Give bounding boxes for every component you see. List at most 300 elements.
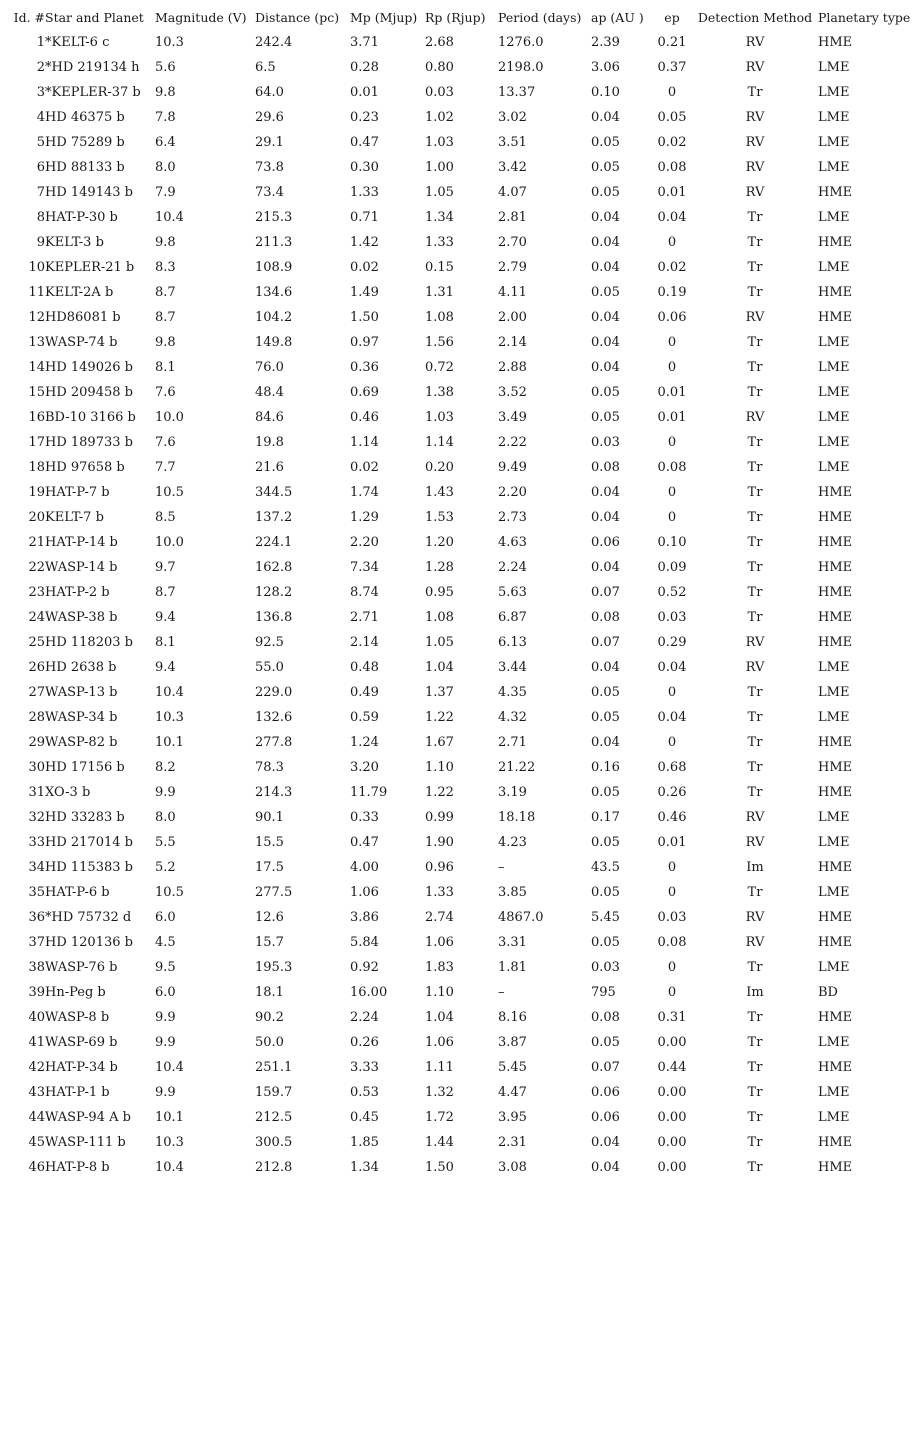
period-value: 5.45	[498, 1060, 527, 1075]
semi-major-axis-value: 0.04	[591, 210, 620, 225]
star-planet-name: XO-3 b	[45, 785, 91, 800]
eccentricity-value: 0	[667, 85, 677, 100]
planetary-type-value: LME	[818, 85, 850, 100]
planet-mass-value: 0.36	[350, 360, 379, 375]
magnitude-value: 9.4	[155, 610, 176, 625]
magnitude-value: 8.0	[155, 810, 176, 825]
semi-major-axis-value: 0.08	[591, 460, 620, 475]
planet-radius-value: 0.99	[425, 810, 454, 825]
table-row	[0, 105, 923, 130]
table-row	[0, 230, 923, 255]
period-value: 5.63	[498, 585, 527, 600]
distance-value: 195.3	[255, 960, 293, 975]
row-id: 21	[28, 535, 45, 550]
planetary-type-value: LME	[818, 110, 850, 125]
eccentricity-value: 0	[667, 485, 677, 500]
semi-major-axis-value: 0.04	[591, 235, 620, 250]
row-id: 29	[28, 735, 45, 750]
eccentricity-value: 0.09	[657, 560, 687, 575]
planet-mass-value: 1.33	[350, 185, 379, 200]
detection-method-value: Tr	[747, 735, 763, 750]
row-id: 35	[28, 885, 45, 900]
semi-major-axis-value: 795	[591, 985, 616, 1000]
planet-radius-value: 0.03	[425, 85, 454, 100]
row-id: 23	[28, 585, 45, 600]
eccentricity-value: 0.31	[657, 1010, 687, 1025]
row-id: 12	[28, 310, 45, 325]
distance-value: 159.7	[255, 1085, 293, 1100]
header-semi-major-axis: ap (AU )	[591, 10, 644, 25]
distance-value: 50.0	[255, 1035, 284, 1050]
semi-major-axis-value: 0.10	[591, 85, 620, 100]
planet-mass-value: 2.14	[350, 635, 379, 650]
detection-method-value: RV	[745, 660, 765, 675]
row-id: 34	[28, 860, 45, 875]
eccentricity-value: 0.08	[657, 160, 687, 175]
detection-method-value: Tr	[747, 235, 763, 250]
table-row	[0, 780, 923, 805]
star-planet-name: WASP-76 b	[45, 960, 118, 975]
magnitude-value: 10.3	[155, 1135, 184, 1150]
row-id: 13	[28, 335, 45, 350]
semi-major-axis-value: 0.04	[591, 335, 620, 350]
eccentricity-value: 0.68	[657, 760, 687, 775]
planetary-type-value: HME	[818, 310, 853, 325]
table-row	[0, 580, 923, 605]
planet-radius-value: 1.28	[425, 560, 454, 575]
magnitude-value: 8.7	[155, 285, 176, 300]
detection-method-value: Tr	[747, 1060, 763, 1075]
eccentricity-value: 0.00	[657, 1135, 687, 1150]
planetary-type-value: LME	[818, 460, 850, 475]
star-planet-name: *KEPLER-37 b	[45, 85, 141, 100]
eccentricity-value: 0.19	[657, 285, 687, 300]
magnitude-value: 9.8	[155, 85, 176, 100]
planetary-type-value: HME	[818, 560, 853, 575]
planet-mass-value: 3.71	[350, 35, 379, 50]
planetary-type-value: HME	[818, 760, 853, 775]
semi-major-axis-value: 0.05	[591, 835, 620, 850]
row-id: 28	[28, 710, 45, 725]
star-planet-name: *HD 75732 d	[45, 910, 132, 925]
planet-radius-value: 0.96	[425, 860, 454, 875]
distance-value: 242.4	[255, 35, 293, 50]
eccentricity-value: 0.05	[657, 110, 687, 125]
period-value: 3.44	[498, 660, 527, 675]
planet-mass-value: 1.34	[350, 1160, 379, 1175]
eccentricity-value: 0.04	[657, 210, 687, 225]
magnitude-value: 9.8	[155, 335, 176, 350]
semi-major-axis-value: 0.04	[591, 735, 620, 750]
planet-radius-value: 1.05	[425, 185, 454, 200]
planetary-type-value: LME	[818, 960, 850, 975]
star-planet-name: HD 120136 b	[45, 935, 133, 950]
eccentricity-value: 0	[667, 510, 677, 525]
table-row	[0, 1005, 923, 1030]
row-id: 19	[28, 485, 45, 500]
magnitude-value: 10.5	[155, 885, 184, 900]
period-value: 2.79	[498, 260, 527, 275]
planetary-type-value: LME	[818, 260, 850, 275]
planet-mass-value: 0.26	[350, 1035, 379, 1050]
planet-mass-value: 0.30	[350, 160, 379, 175]
star-planet-name: HD 46375 b	[45, 110, 125, 125]
table-row	[0, 605, 923, 630]
detection-method-value: RV	[745, 160, 765, 175]
table-row	[0, 480, 923, 505]
semi-major-axis-value: 0.05	[591, 160, 620, 175]
star-planet-name: HD 149143 b	[45, 185, 133, 200]
eccentricity-value: 0.00	[657, 1110, 687, 1125]
period-value: 6.87	[498, 610, 527, 625]
distance-value: 162.8	[255, 560, 293, 575]
table-row	[0, 130, 923, 155]
row-id: 46	[28, 1160, 45, 1175]
semi-major-axis-value: 0.03	[591, 960, 620, 975]
star-planet-name: HD 149026 b	[45, 360, 133, 375]
magnitude-value: 9.7	[155, 560, 176, 575]
planetary-type-value: LME	[818, 685, 850, 700]
semi-major-axis-value: 0.05	[591, 285, 620, 300]
planet-radius-value: 1.34	[425, 210, 454, 225]
planet-mass-value: 1.14	[350, 435, 379, 450]
planet-mass-value: 8.74	[350, 585, 379, 600]
star-planet-name: WASP-94 A b	[45, 1110, 131, 1125]
table-row	[0, 1030, 923, 1055]
period-value: 13.37	[498, 85, 536, 100]
detection-method-value: RV	[745, 410, 765, 425]
period-value: 3.19	[498, 785, 527, 800]
detection-method-value: Im	[746, 860, 764, 875]
planet-mass-value: 0.92	[350, 960, 379, 975]
table-row	[0, 730, 923, 755]
semi-major-axis-value: 0.04	[591, 310, 620, 325]
eccentricity-value: 0	[667, 985, 677, 1000]
row-id: 24	[28, 610, 45, 625]
magnitude-value: 8.7	[155, 310, 176, 325]
distance-value: 134.6	[255, 285, 293, 300]
header-id: Id. #	[13, 10, 45, 25]
row-id: 33	[28, 835, 45, 850]
row-id: 25	[28, 635, 45, 650]
star-planet-name: KELT-3 b	[45, 235, 104, 250]
magnitude-value: 10.4	[155, 1160, 184, 1175]
table-row	[0, 830, 923, 855]
semi-major-axis-value: 0.16	[591, 760, 620, 775]
period-value: 2.73	[498, 510, 527, 525]
planet-mass-value: 4.00	[350, 860, 379, 875]
planet-radius-value: 1.43	[425, 485, 454, 500]
planet-radius-value: 0.72	[425, 360, 454, 375]
eccentricity-value: 0.10	[657, 535, 687, 550]
planet-radius-value: 1.53	[425, 510, 454, 525]
period-value: 3.31	[498, 935, 527, 950]
eccentricity-value: 0.01	[657, 385, 687, 400]
planet-radius-value: 1.10	[425, 985, 454, 1000]
semi-major-axis-value: 2.39	[591, 35, 620, 50]
distance-value: 15.5	[255, 835, 284, 850]
planet-radius-value: 1.04	[425, 1010, 454, 1025]
distance-value: 55.0	[255, 660, 284, 675]
planetary-type-value: HME	[818, 635, 853, 650]
table-row	[0, 630, 923, 655]
distance-value: 137.2	[255, 510, 293, 525]
distance-value: 90.2	[255, 1010, 284, 1025]
magnitude-value: 10.3	[155, 35, 184, 50]
row-id: 40	[28, 1010, 45, 1025]
row-id: 15	[28, 385, 45, 400]
planetary-type-value: LME	[818, 410, 850, 425]
planet-radius-value: 1.03	[425, 135, 454, 150]
detection-method-value: Tr	[747, 1160, 763, 1175]
magnitude-value: 7.6	[155, 435, 176, 450]
period-value: –	[498, 985, 505, 1000]
semi-major-axis-value: 0.05	[591, 685, 620, 700]
detection-method-value: Tr	[747, 1085, 763, 1100]
table-row	[0, 255, 923, 280]
planet-mass-value: 0.33	[350, 810, 379, 825]
planet-radius-value: 1.67	[425, 735, 454, 750]
eccentricity-value: 0.02	[657, 260, 687, 275]
planet-mass-value: 0.49	[350, 685, 379, 700]
period-value: 2.20	[498, 485, 527, 500]
distance-value: 92.5	[255, 635, 284, 650]
period-value: –	[498, 860, 505, 875]
period-value: 2.22	[498, 435, 527, 450]
star-planet-name: HAT-P-7 b	[45, 485, 110, 500]
distance-value: 6.5	[255, 60, 276, 75]
eccentricity-value: 0	[667, 235, 677, 250]
table-row	[0, 380, 923, 405]
row-id: 9	[36, 235, 45, 250]
row-id: 16	[28, 410, 45, 425]
planetary-type-value: LME	[818, 1110, 850, 1125]
distance-value: 73.8	[255, 160, 284, 175]
semi-major-axis-value: 0.05	[591, 1035, 620, 1050]
star-planet-name: WASP-69 b	[45, 1035, 118, 1050]
distance-value: 344.5	[255, 485, 293, 500]
row-id: 10	[28, 260, 45, 275]
table-row	[0, 505, 923, 530]
semi-major-axis-value: 0.06	[591, 1110, 620, 1125]
row-id: 36	[28, 910, 45, 925]
period-value: 4.63	[498, 535, 527, 550]
row-id: 31	[28, 785, 45, 800]
planet-radius-value: 1.11	[425, 1060, 454, 1075]
eccentricity-value: 0.04	[657, 660, 687, 675]
header-magnitude: Magnitude (V)	[155, 10, 247, 25]
period-value: 1276.0	[498, 35, 544, 50]
planet-radius-value: 1.20	[425, 535, 454, 550]
distance-value: 300.5	[255, 1135, 293, 1150]
header-star-planet: Star and Planet	[45, 10, 144, 25]
planet-radius-value: 1.37	[425, 685, 454, 700]
magnitude-value: 7.6	[155, 385, 176, 400]
eccentricity-value: 0.02	[657, 135, 687, 150]
semi-major-axis-value: 0.05	[591, 135, 620, 150]
eccentricity-value: 0.21	[657, 35, 687, 50]
star-planet-name: KELT-7 b	[45, 510, 104, 525]
planet-mass-value: 0.69	[350, 385, 379, 400]
planet-mass-value: 0.02	[350, 460, 379, 475]
planetary-type-value: HME	[818, 185, 853, 200]
detection-method-value: RV	[745, 35, 765, 50]
semi-major-axis-value: 0.04	[591, 260, 620, 275]
planet-radius-value: 1.50	[425, 1160, 454, 1175]
planet-radius-value: 1.02	[425, 110, 454, 125]
star-planet-name: HD 189733 b	[45, 435, 133, 450]
planet-mass-value: 1.50	[350, 310, 379, 325]
star-planet-name: HAT-P-6 b	[45, 885, 110, 900]
semi-major-axis-value: 0.05	[591, 935, 620, 950]
planet-mass-value: 3.20	[350, 760, 379, 775]
magnitude-value: 6.0	[155, 985, 176, 1000]
detection-method-value: Tr	[747, 435, 763, 450]
eccentricity-value: 0	[667, 960, 677, 975]
magnitude-value: 7.7	[155, 460, 176, 475]
star-planet-name: HD 118203 b	[45, 635, 133, 650]
distance-value: 212.5	[255, 1110, 293, 1125]
detection-method-value: Tr	[747, 510, 763, 525]
magnitude-value: 8.5	[155, 510, 176, 525]
table-row	[0, 155, 923, 180]
star-planet-name: WASP-14 b	[45, 560, 118, 575]
planetary-type-value: HME	[818, 235, 853, 250]
row-id: 38	[28, 960, 45, 975]
detection-method-value: Tr	[747, 85, 763, 100]
detection-method-value: Tr	[747, 560, 763, 575]
detection-method-value: Tr	[747, 610, 763, 625]
planet-radius-value: 1.72	[425, 1110, 454, 1125]
table-row	[0, 955, 923, 980]
table-row	[0, 280, 923, 305]
eccentricity-value: 0.44	[657, 1060, 687, 1075]
planet-mass-value: 1.24	[350, 735, 379, 750]
planet-mass-value: 0.53	[350, 1085, 379, 1100]
star-planet-name: HD 17156 b	[45, 760, 125, 775]
detection-method-value: Tr	[747, 760, 763, 775]
planet-radius-value: 2.74	[425, 910, 454, 925]
magnitude-value: 9.9	[155, 1085, 176, 1100]
table-row	[0, 305, 923, 330]
period-value: 2.31	[498, 1135, 527, 1150]
planetary-type-value: HME	[818, 935, 853, 950]
row-id: 18	[28, 460, 45, 475]
planet-radius-value: 1.22	[425, 710, 454, 725]
star-planet-name: HD 97658 b	[45, 460, 125, 475]
planet-mass-value: 2.24	[350, 1010, 379, 1025]
period-value: 2.00	[498, 310, 527, 325]
planetary-type-value: LME	[818, 210, 850, 225]
semi-major-axis-value: 0.05	[591, 410, 620, 425]
detection-method-value: Tr	[747, 685, 763, 700]
detection-method-value: Tr	[747, 460, 763, 475]
planetary-type-value: LME	[818, 1035, 850, 1050]
row-id: 5	[36, 135, 45, 150]
header-row	[0, 5, 923, 30]
row-id: 4	[36, 110, 45, 125]
planet-mass-value: 1.29	[350, 510, 379, 525]
planet-mass-value: 1.49	[350, 285, 379, 300]
table-row	[0, 1080, 923, 1105]
eccentricity-value: 0	[667, 435, 677, 450]
table-row	[0, 705, 923, 730]
header-detection-method: Detection Method	[697, 10, 813, 25]
planet-mass-value: 3.86	[350, 910, 379, 925]
detection-method-value: Im	[746, 985, 764, 1000]
planetary-type-value: LME	[818, 360, 850, 375]
detection-method-value: Tr	[747, 1035, 763, 1050]
period-value: 3.51	[498, 135, 527, 150]
planetary-type-value: HME	[818, 910, 853, 925]
magnitude-value: 10.4	[155, 685, 184, 700]
eccentricity-value: 0	[667, 335, 677, 350]
planet-radius-value: 1.33	[425, 235, 454, 250]
semi-major-axis-value: 0.04	[591, 110, 620, 125]
header-distance: Distance (pc)	[255, 10, 340, 25]
planet-radius-value: 0.20	[425, 460, 454, 475]
detection-method-value: Tr	[747, 335, 763, 350]
table-row	[0, 1155, 923, 1180]
distance-value: 90.1	[255, 810, 284, 825]
detection-method-value: RV	[745, 835, 765, 850]
semi-major-axis-value: 0.05	[591, 385, 620, 400]
planet-radius-value: 1.38	[425, 385, 454, 400]
semi-major-axis-value: 0.06	[591, 1085, 620, 1100]
star-planet-name: HAT-P-14 b	[45, 535, 118, 550]
planet-radius-value: 1.05	[425, 635, 454, 650]
magnitude-value: 9.9	[155, 785, 176, 800]
planetary-type-value: HME	[818, 785, 853, 800]
magnitude-value: 9.9	[155, 1010, 176, 1025]
detection-method-value: Tr	[747, 960, 763, 975]
distance-value: 214.3	[255, 785, 293, 800]
planet-radius-value: 1.06	[425, 1035, 454, 1050]
magnitude-value: 10.1	[155, 1110, 184, 1125]
magnitude-value: 8.1	[155, 635, 176, 650]
planetary-type-value: HME	[818, 1010, 853, 1025]
distance-value: 212.8	[255, 1160, 293, 1175]
magnitude-value: 10.5	[155, 485, 184, 500]
detection-method-value: Tr	[747, 285, 763, 300]
period-value: 3.87	[498, 1035, 527, 1050]
semi-major-axis-value: 0.17	[591, 810, 620, 825]
distance-value: 73.4	[255, 185, 284, 200]
distance-value: 229.0	[255, 685, 293, 700]
planet-radius-value: 0.15	[425, 260, 454, 275]
semi-major-axis-value: 5.45	[591, 910, 620, 925]
star-planet-name: KELT-2A b	[45, 285, 114, 300]
planetary-type-value: LME	[818, 435, 850, 450]
semi-major-axis-value: 0.04	[591, 510, 620, 525]
planetary-type-value: BD	[818, 985, 838, 1000]
table-row	[0, 30, 923, 55]
table-body	[0, 30, 923, 1180]
planet-mass-value: 0.59	[350, 710, 379, 725]
planetary-type-value: LME	[818, 60, 850, 75]
detection-method-value: RV	[745, 135, 765, 150]
eccentricity-value: 0.01	[657, 185, 687, 200]
distance-value: 15.7	[255, 935, 284, 950]
planetary-type-value: LME	[818, 135, 850, 150]
period-value: 4.23	[498, 835, 527, 850]
star-planet-name: WASP-8 b	[45, 1010, 110, 1025]
planet-radius-value: 1.22	[425, 785, 454, 800]
table-row	[0, 555, 923, 580]
planet-radius-value: 1.14	[425, 435, 454, 450]
semi-major-axis-value: 0.04	[591, 560, 620, 575]
planet-mass-value: 1.74	[350, 485, 379, 500]
